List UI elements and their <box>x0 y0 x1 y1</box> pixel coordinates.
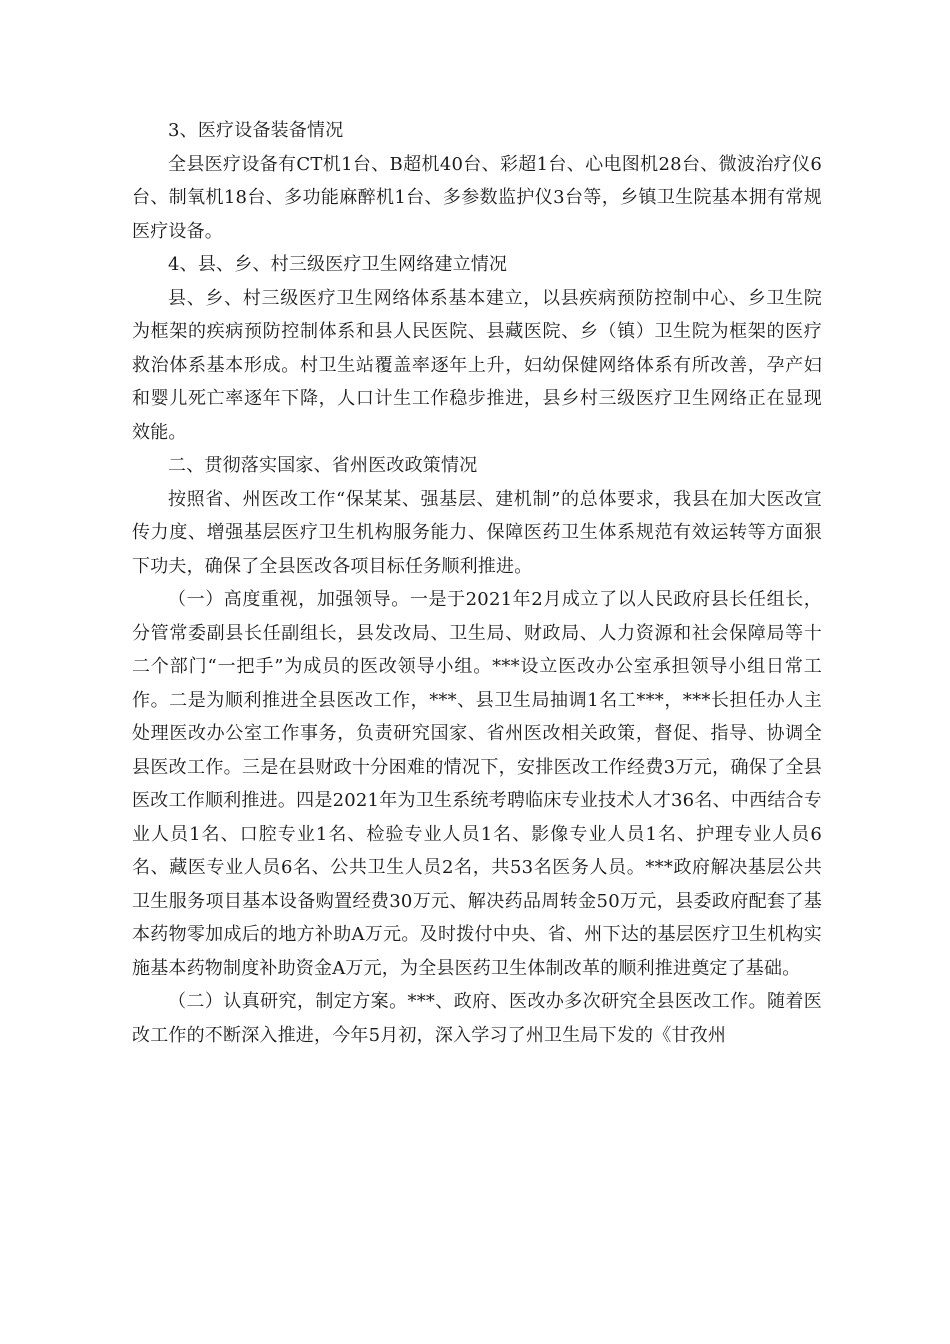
section-heading-network: 4、县、乡、村三级医疗卫生网络建立情况 <box>168 254 508 275</box>
paragraph-equipment: 全县医疗设备有CT机1台、B超机40台、彩超1台、心电图机28台、微波治疗仪6台、制氧机18台、多功能麻醉机1台、多参数监护仪3台等，乡镇卫生院基本拥有常规医疗设备。 <box>132 153 822 242</box>
paragraph-network: 县、乡、村三级医疗卫生网络体系基本建立，以县疾病预防控制中心、乡卫生院为框架的疾病预防控制体系和县人民医院、县藏医院、乡（镇）卫生院为框架的医疗救治体系基本形成。村卫生站覆盖率逐年上升，妇幼保健网络体系有所改善，孕产妇和婴儿死亡率逐年下降，人口计生工作稳步推进，县乡村三级医疗卫生网络正在显现效能。 <box>132 287 822 443</box>
section-heading-policy: 二、贯彻落实国家、省州医改政策情况 <box>168 455 478 476</box>
paragraph-leadership: （一）高度重视，加强领导。一是于2021年2月成立了以人民政府县长任组长，分管常委副县长任副组长，县发改局、卫生局、财政局、人力资源和社会保障局等十二个部门“一把手”为成员的医改领导小组。***设立医改办公室承担领导小组日常工作。二是为顺利推进全县医改工作，***、县卫生局抽调1名工***，***长担任办人主处理医改办公室工作事务，负责研究国家、省州医改相关政策，督促、指导、协调全县医改工作。三是在县财政十分困难的情况下，安排医改工作经费3万元，确保了全县医改工作顺利推进。四是2021年为卫生系统考聘临床专业技术人才36名、中西结合专业人员1名、口腔专业1名、检验专业人员1名、影像专业人员1名、护理专业人员6名、藏医专业人员6名、公共卫生人员2名，共53名医务人员。***政府解决基层公共卫生服务项目基本设备购置经费30万元、解决药品周转金50万元，县委政府配套了基本药物零加成后的地方补助A万元。及时拨付中央、省、州下达的基层医疗卫生机构实施基本药物制度补助资金A万元，为全县医药卫生体制改革的顺利推进奠定了基础。 <box>132 589 822 979</box>
paragraph-policy: 按照省、州医改工作“保某某、强基层、建机制”的总体要求，我县在加大医改宣传力度、增强基层医疗卫生机构服务能力、保障医药卫生体系规范有效运转等方面狠下功夫，确保了全县医改各项目标任务顺利推进。 <box>132 488 822 577</box>
paragraph-research: （二）认真研究，制定方案。***、政府、医改办多次研究全县医改工作。随着医改工作的不断深入推进，今年5月初，深入学习了州卫生局下发的《甘孜州 <box>132 991 822 1046</box>
document-body <box>132 114 822 1052</box>
section-heading-equipment: 3、医疗设备装备情况 <box>168 120 344 141</box>
